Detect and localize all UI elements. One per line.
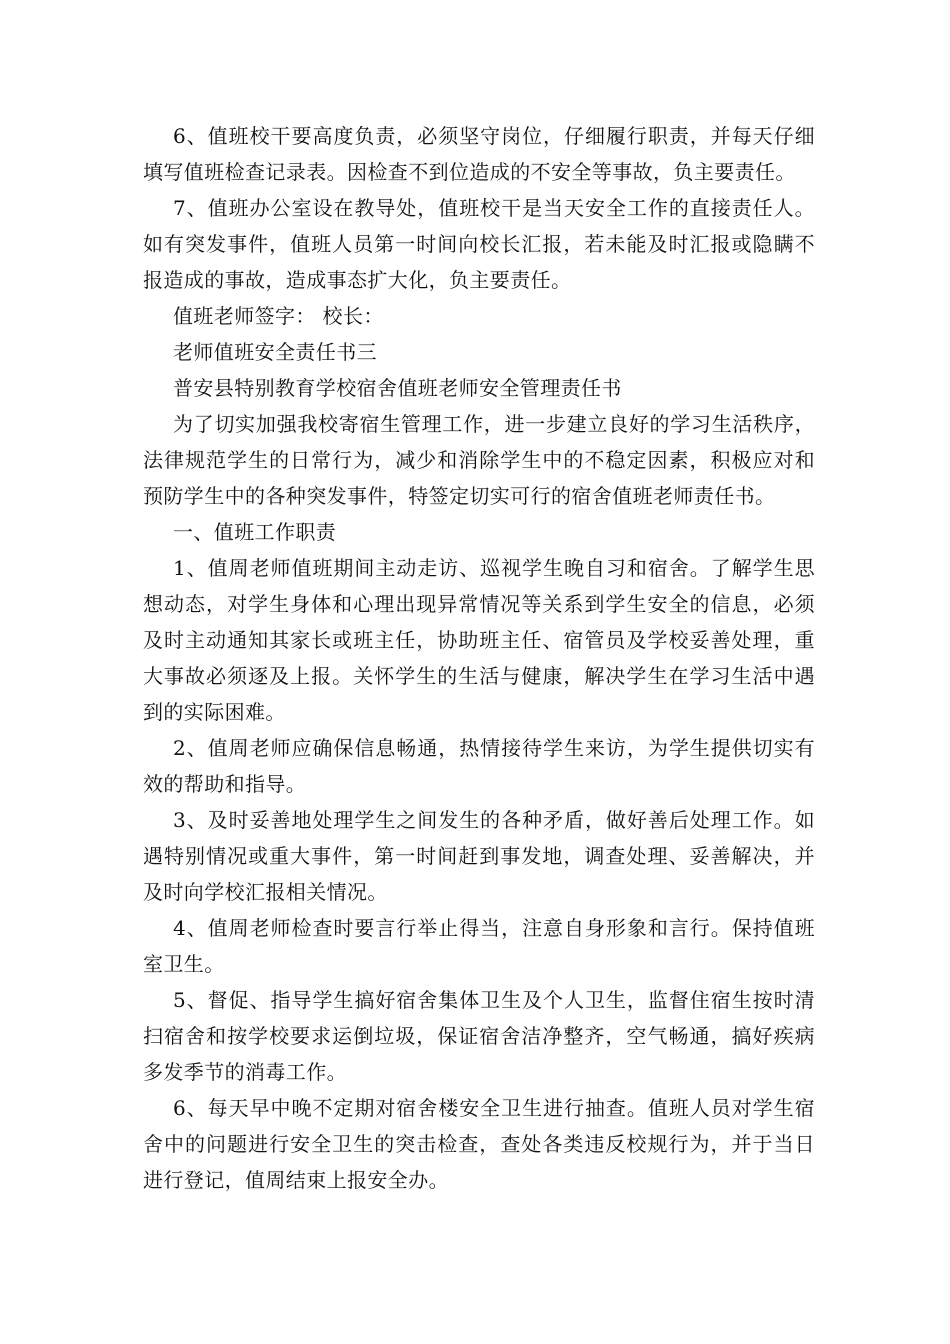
paragraph-intro: 为了切实加强我校寄宿生管理工作，进一步建立良好的学习生活秩序，法律规范学生的日常行为，减少和消除学生中的不稳定因素，积极应对和预防学生中的各种突发事件，特签定切实可行的宿舍值班老师责任书。 bbox=[143, 412, 815, 508]
paragraph-item-2: 2、值周老师应确保信息畅通，热情接待学生来访，为学生提供切实有效的帮助和指导。 bbox=[143, 736, 815, 796]
paragraph-item-5: 5、督促、指导学生搞好宿舍集体卫生及个人卫生，监督住宿生按时清扫宿舍和按学校要求运倒垃圾，保证宿舍洁净整齐，空气畅通，搞好疾病多发季节的消毒工作。 bbox=[143, 988, 815, 1084]
paragraph-duty-item-6: 6、值班校干要高度负责，必须坚守岗位，仔细履行职责，并每天仔细填写值班检查记录表。因检查不到位造成的不安全等事故，负主要责任。 bbox=[143, 124, 815, 184]
paragraph-item-4: 4、值周老师检查时要言行举止得当，注意自身形象和言行。保持值班室卫生。 bbox=[143, 916, 815, 976]
subsection-heading: 一、值班工作职责 bbox=[173, 520, 337, 544]
paragraph-item-1: 1、值周老师值班期间主动走访、巡视学生晚自习和宿舍。了解学生思想动态，对学生身体和心理出现异常情况等关系到学生安全的信息，必须及时主动通知其家长或班主任，协助班主任、宿管员及学校妥善处理，重大事故必须逐及上报。关怀学生的生活与健康，解决学生在学习生活中遇到的实际困难。 bbox=[143, 556, 815, 724]
paragraph-item-3: 3、及时妥善地处理学生之间发生的各种矛盾，做好善后处理工作。如遇特别情况或重大事件，第一时间赶到事发地，调查处理、妥善解决，并及时向学校汇报相关情况。 bbox=[143, 808, 815, 904]
paragraph-duty-item-7: 7、值班办公室设在教导处，值班校干是当天安全工作的直接责任人。如有突发事件，值班人员第一时间向校长汇报，若未能及时汇报或隐瞒不报造成的事故，造成事态扩大化，负主要责任。 bbox=[143, 196, 815, 292]
signature-line: 值班老师签字： 校长： bbox=[173, 304, 384, 328]
paragraph-item-6: 6、每天早中晚不定期对宿舍楼安全卫生进行抽查。值班人员对学生宿舍中的问题进行安全卫生的突击检查，查处各类违反校规行为，并于当日进行登记，值周结束上报安全办。 bbox=[143, 1096, 815, 1192]
document-body bbox=[143, 118, 815, 1198]
section-heading: 老师值班安全责任书三 bbox=[173, 340, 377, 364]
document-title: 普安县特别教育学校宿舍值班老师安全管理责任书 bbox=[173, 376, 622, 400]
